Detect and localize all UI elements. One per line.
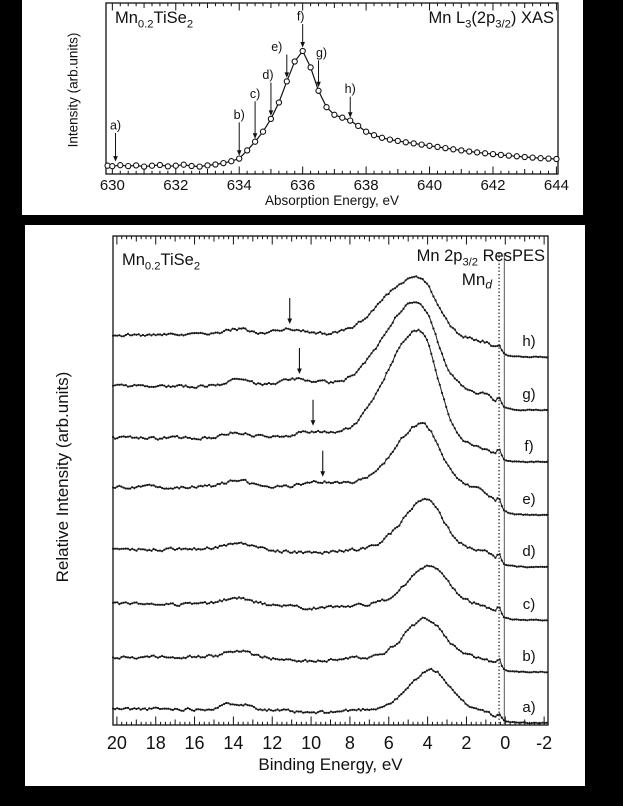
respes-x-axis-label: Binding Energy, eV — [258, 755, 403, 774]
xas-annotation-label: h) — [344, 82, 356, 97]
xas-y-axis-label: Intensity (arb.units) — [65, 32, 81, 148]
xas-annotation-label: d) — [262, 68, 274, 83]
svg-text:632: 632 — [163, 177, 189, 194]
respes-y-axis-label: Relative Intensity (arb.units) — [53, 371, 72, 583]
svg-text:10: 10 — [301, 733, 322, 753]
fermi-level-lines — [499, 253, 504, 725]
xas-annotation-label: e) — [271, 40, 283, 54]
respes-panel — [25, 225, 585, 786]
xas-panel — [22, 0, 583, 215]
respes-spectra — [113, 276, 547, 723]
svg-text:0: 0 — [500, 733, 511, 753]
svg-text:8: 8 — [344, 733, 355, 753]
xas-method-label: Mn $L_3(2p_{3/2})$ XAS — [428, 9, 554, 31]
respes-sample-label: $Mn_{0.2}TiSe_2$ — [122, 251, 201, 273]
svg-text:20: 20 — [106, 733, 127, 753]
svg-text:6: 6 — [383, 733, 394, 753]
svg-text:642: 642 — [480, 177, 506, 194]
svg-text:644: 644 — [543, 177, 569, 194]
respes-spectrum-label: h) — [522, 333, 536, 350]
respes-spectrum-label: c) — [522, 596, 536, 613]
svg-text:634: 634 — [226, 177, 252, 194]
xas-x-axis-label: Absorption Energy, eV — [264, 193, 400, 208]
mn-d-label — [462, 270, 493, 292]
svg-text:636: 636 — [290, 177, 316, 194]
xas-annotation-label: b) — [233, 107, 245, 122]
svg-text:638: 638 — [353, 177, 379, 194]
xas-sample-label: $Mn_{0.2}TiSe_2$ — [115, 9, 194, 31]
xas-annotation-label: f) — [296, 9, 305, 24]
respes-spectrum-label: g) — [522, 386, 536, 403]
respes-spectrum-label: f) — [524, 438, 534, 455]
respes-arrows — [287, 298, 325, 477]
respes-frame — [113, 236, 548, 725]
respes-axis-ticks — [117, 236, 544, 725]
svg-text:14: 14 — [223, 733, 244, 753]
respes-spectrum-label: e) — [522, 491, 536, 508]
respes-spectrum-label: a) — [522, 699, 536, 716]
respes-method-label: Mn $2p_{3/2}$ ResPES — [416, 247, 545, 269]
xas-annotation-label: g) — [315, 45, 328, 60]
respes-chart — [25, 225, 585, 786]
svg-text:Mnd: $Mn_d$ — [461, 270, 492, 292]
svg-text:-2: -2 — [536, 733, 553, 753]
xas-chart — [22, 0, 583, 215]
xas-annotation-label: c) — [249, 86, 261, 101]
svg-text:18: 18 — [145, 733, 166, 753]
xas-annotation-label: a) — [109, 118, 122, 133]
respes-axis-tick-labels — [107, 733, 552, 753]
xas-axis-tick-labels — [100, 177, 569, 194]
svg-text:16: 16 — [184, 733, 205, 753]
respes-spectrum-labels — [522, 333, 535, 716]
svg-text:2: 2 — [461, 733, 472, 753]
svg-text:4: 4 — [422, 733, 433, 753]
svg-text:640: 640 — [417, 177, 443, 194]
svg-text:12: 12 — [262, 733, 283, 753]
xas-annotations — [110, 10, 356, 162]
respes-spectrum-label: d) — [522, 543, 536, 560]
xas-curve — [105, 45, 559, 169]
respes-spectrum-label: b) — [522, 648, 536, 665]
svg-text:630: 630 — [99, 177, 125, 194]
